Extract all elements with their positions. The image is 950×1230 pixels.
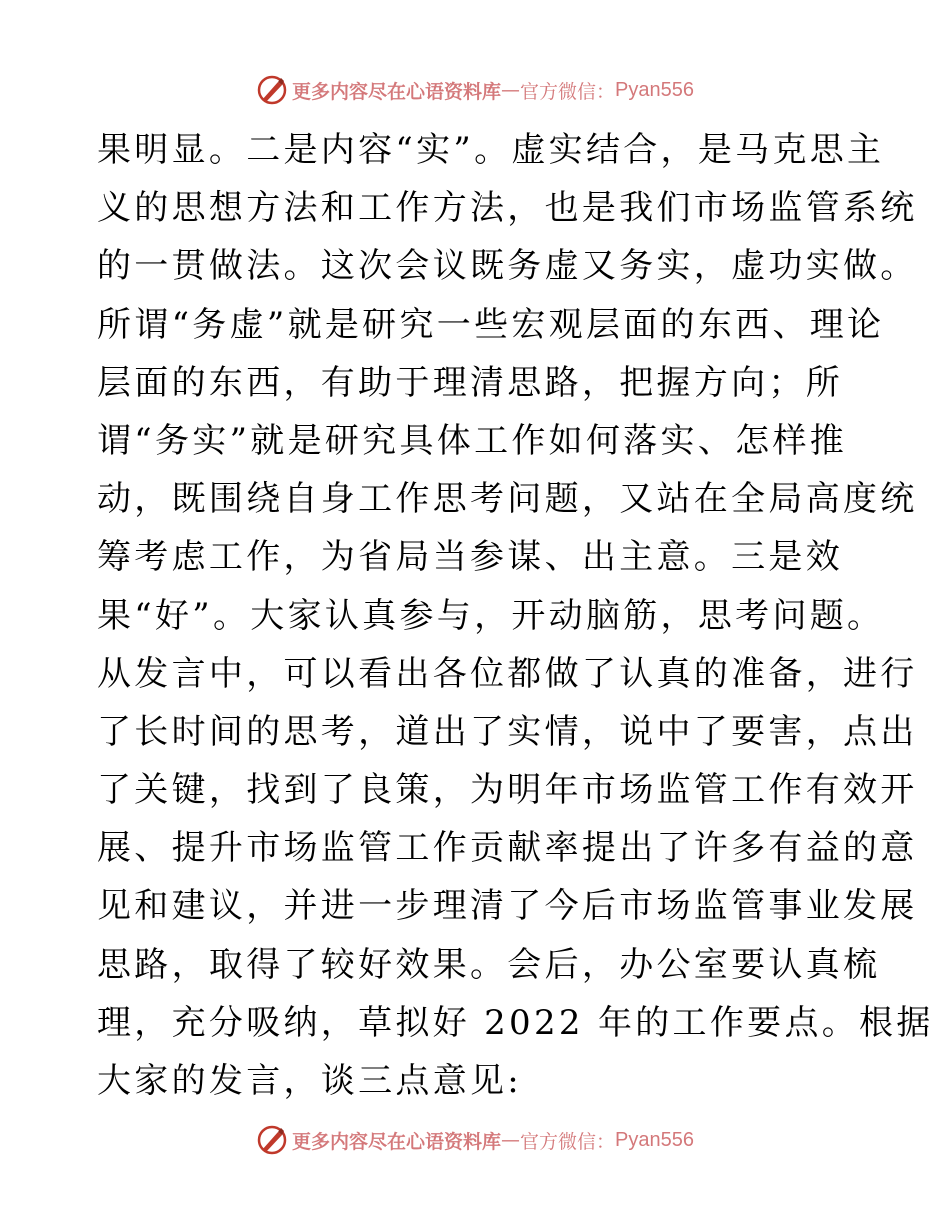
- body-line: 展、提升市场监管工作贡献率提出了许多有益的意: [97, 828, 918, 869]
- body-line: 了关键，找到了良策，为明年市场监管工作有效开: [97, 770, 918, 811]
- body-line: 义的思想方法和工作方法，也是我们市场监管系统: [97, 188, 918, 229]
- header-wechat-label: 官方微信：: [520, 80, 616, 103]
- body-line: 见和建议，并进一步理清了今后市场监管事业发展: [97, 886, 918, 927]
- header-wechat-id: Pyan556: [615, 78, 694, 101]
- body-line: 谓“务实”就是研究具体工作如何落实、怎样推: [97, 420, 848, 461]
- footer-wechat-label: 官方微信：: [520, 1130, 616, 1153]
- header-watermark: [0, 70, 950, 110]
- header-dash: —: [501, 79, 521, 101]
- body-line: 思路，取得了较好效果。会后，办公室要认真梳: [97, 944, 881, 985]
- body-line: 从发言中，可以看出各位都做了认真的准备，进行: [97, 653, 918, 694]
- document-body: [97, 121, 934, 1110]
- footer-dash: —: [501, 1129, 521, 1151]
- body-line: 大家的发言，谈三点意见:: [97, 1061, 523, 1101]
- body-line: 的一贯做法。这次会议既务虚又务实，虚功实做。: [97, 246, 918, 287]
- pen-logo-icon: [256, 74, 288, 106]
- body-line: 动，既围绕自身工作思考问题，又站在全局高度统: [97, 479, 918, 520]
- footer-site-text: 更多内容尽在心语资料库: [292, 1130, 502, 1153]
- body-line: 果明显。二是内容“实”。虚实结合，是马克思主: [97, 130, 885, 170]
- header-site-text: 更多内容尽在心语资料库: [292, 80, 502, 103]
- body-line: 筹考虑工作，为省局当参谋、出主意。三是效: [97, 537, 843, 578]
- body-line: 所谓“务虚”就是研究一些宏观层面的东西、理论: [97, 304, 885, 345]
- footer-wechat-id: Pyan556: [615, 1128, 694, 1151]
- body-line: 了长时间的思考，道出了实情，说中了要害，点出: [97, 711, 918, 752]
- body-line: 理，充分吸纳，草拟好 2022 年的工作要点。根据: [97, 1002, 934, 1043]
- body-line: 果“好”。大家认真参与，开动脑筋，思考问题。: [97, 595, 885, 636]
- footer-watermark: [0, 1120, 950, 1160]
- pen-logo-icon: [256, 1124, 288, 1156]
- body-line: 层面的东西，有助于理清思路，把握方向；所: [97, 362, 843, 403]
